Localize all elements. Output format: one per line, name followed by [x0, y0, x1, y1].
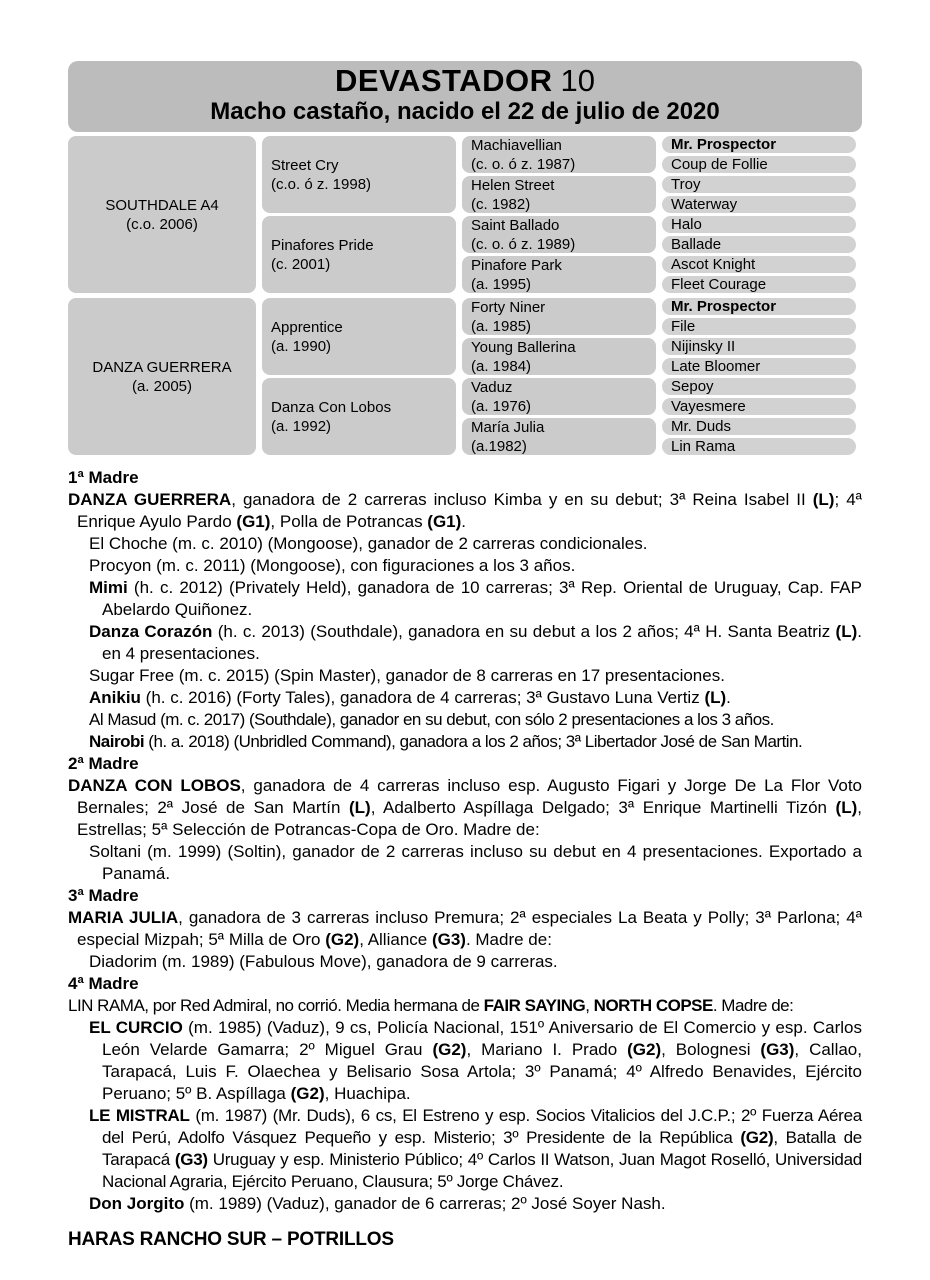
pedigree-gen3-cell — [462, 338, 656, 375]
dam-entry: DANZA GUERRERA, ganadora de 2 carreras incluso Kimba y en su debut; 3ª Reina Isabel II (L); 4ª Enrique Ayulo Pardo (G1), Polla de Potrancas (G1). — [68, 490, 862, 531]
section-heading: 3ª Madre — [68, 886, 139, 905]
section-third-dam — [68, 885, 862, 973]
horse-name: Helen Street — [471, 177, 555, 194]
pedigree-gen4-cell: Waterway — [662, 196, 856, 213]
foal-entry: Mimi (h. c. 2012) (Privately Held), ganadora de 10 carreras; 3ª Rep. Oriental de Uruguay, Cap. FAP Abelardo Quiñonez. — [89, 578, 862, 619]
foal-entry: EL CURCIO (m. 1985) (Vaduz), 9 cs, Policía Nacional, 151º Aniversario de El Comercio y esp. Carlos León Velarde Gamarra; 2º Miguel Grau (G2), Mariano I. Prado (G2), Bolognesi (G3), Callao, Tarapacá, Luis F. Olaechea y Belisario Sosa Artola; 3º Panamá; 4º Alfredo Benavides, Ejército Peruano; 5º B. Aspíllaga (G2), Huachipa. — [89, 1018, 863, 1103]
foal-entry: Al Masud (m. c. 2017) (Southdale), ganador en su debut, con sólo 2 presentaciones a los 3 años. — [89, 710, 774, 729]
pedigree-gen4-cell: Ballade — [662, 236, 856, 253]
horse-name: Pinafores Pride — [271, 236, 374, 254]
horse-year: (a. 1976) — [471, 397, 532, 415]
section-fourth-dam — [68, 973, 862, 1215]
pedigree-gen4-cell: Sepoy — [662, 378, 856, 395]
foal-entry: LE MISTRAL (m. 1987) (Mr. Duds), 6 cs, El Estreno y esp. Socios Vitalicios del J.C.P.; 2º Fuerza Aérea del Perú, Adolfo Vásquez Pequeño y esp. Misterio; 3º Presidente de la República (G2), Batalla de Tarapacá (G3) Uruguay y esp. Ministerio Público; 4º Carlos II Watson, Juan Magot Roselló, Universidad Nacional Agraria, Ejército Peruano, Clausura; 5º Jorge Chávez. — [89, 1106, 863, 1191]
horse-name: Apprentice — [271, 318, 343, 336]
pedigree-gen4-cell: File — [662, 318, 856, 335]
section-heading: 4ª Madre — [68, 974, 139, 993]
horse-name: Street Cry — [271, 156, 339, 174]
pedigree-gen4-cell: Late Bloomer — [662, 358, 856, 375]
section-first-dam — [68, 467, 862, 753]
horse-title — [68, 64, 862, 98]
pedigree-gen4-cell: Mr. Duds — [662, 418, 856, 435]
pedigree-gen3-cell — [462, 176, 656, 213]
pedigree-gen4-cell: Ascot Knight — [662, 256, 856, 273]
pedigree-gen2-cell — [262, 298, 456, 375]
horse-name: Machiavellian — [471, 137, 562, 154]
horse-name: Pinafore Park — [471, 257, 562, 274]
pedigree-sire-half — [68, 136, 862, 293]
pedigree-gen3-cell — [462, 418, 656, 455]
section-heading: 2ª Madre — [68, 754, 139, 773]
horse-name: SOUTHDALE A4 — [105, 196, 219, 214]
pedigree-gen3-cell — [462, 256, 656, 293]
horse-year: (c. 1982) — [471, 195, 531, 213]
pedigree-gen2-cell — [262, 216, 456, 293]
horse-year: (a. 2005) — [131, 377, 193, 395]
pedigree-gen4-cell: Nijinsky II — [662, 338, 856, 355]
pedigree-gen4-cell: Lin Rama — [662, 438, 856, 455]
horse-name: Danza Con Lobos — [271, 398, 392, 416]
pedigree-dam-half — [68, 298, 862, 455]
horse-year: (c. o. ó z. 1987) — [471, 155, 576, 173]
pedigree-gen4-cell: Mr. Prospector — [662, 298, 856, 315]
foal-entry: Danza Corazón (h. c. 2013) (Southdale), ganadora en su debut a los 2 años; 4ª H. Santa Beatriz (L). en 4 presentaciones. — [89, 622, 862, 663]
pedigree-gen4-cell: Vayesmere — [662, 398, 856, 415]
pedigree-gen3-cell — [462, 136, 656, 173]
pedigree-sire-cell — [68, 136, 256, 293]
section-second-dam — [68, 753, 862, 885]
dam-entry: MARIA JULIA, ganadora de 3 carreras incluso Premura; 2ª especiales La Beata y Polly; 3ª Parlona; 4ª especial Mizpah; 5ª Milla de Oro (G2), Alliance (G3). Madre de: — [68, 908, 862, 949]
foal-entry: Nairobi (h. a. 2018) (Unbridled Command), ganadora a los 2 años; 3ª Libertador José de San Martin. — [89, 732, 803, 751]
foal-entry: Procyon (m. c. 2011) (Mongoose), con figuraciones a los 3 años. — [89, 556, 576, 575]
horse-year: (a. 1992) — [271, 417, 332, 435]
pedigree-gen3-cell — [462, 378, 656, 415]
foal-entry: El Choche (m. c. 2010) (Mongoose), ganador de 2 carreras condicionales. — [89, 534, 648, 553]
horse-year: (a. 1995) — [471, 275, 532, 293]
pedigree-gen3-cell — [462, 216, 656, 253]
horse-name: Young Ballerina — [471, 339, 576, 356]
horse-description: Macho castaño, nacido el 22 de julio de 2020 — [210, 98, 720, 125]
lot-number: 10 — [560, 63, 595, 98]
pedigree-dam-cell — [68, 298, 256, 455]
horse-year: (a. 1985) — [471, 317, 532, 335]
horse-year: (c.o. 2006) — [126, 215, 198, 233]
foal-entry: Soltani (m. 1999) (Soltin), ganador de 2 carreras incluso su debut en 4 presentaciones. Exportado a Panamá. — [89, 842, 862, 883]
horse-year: (c. o. ó z. 1989) — [471, 235, 576, 253]
section-heading: 1ª Madre — [68, 468, 139, 487]
horse-year: (a. 1990) — [271, 337, 332, 355]
pedigree-gen4-cell: Fleet Courage — [662, 276, 856, 293]
horse-year: (c. 2001) — [271, 255, 331, 273]
produce-notes — [68, 467, 862, 1215]
foal-entry: Don Jorgito (m. 1989) (Vaduz), ganador de 6 carreras; 2º José Soyer Nash. — [89, 1194, 666, 1213]
horse-name: DANZA GUERRERA — [92, 358, 232, 376]
horse-name: María Julia — [471, 419, 545, 436]
pedigree-gen4-cell: Troy — [662, 176, 856, 193]
foal-entry: Diadorim (m. 1989) (Fabulous Move), ganadora de 9 carreras. — [89, 952, 558, 971]
horse-year: (a. 1984) — [471, 357, 532, 375]
horse-name: Forty Niner — [471, 299, 546, 316]
foal-entry: Sugar Free (m. c. 2015) (Spin Master), ganador de 8 carreras en 17 presentaciones. — [89, 666, 725, 685]
pedigree-gen3-cell — [462, 298, 656, 335]
lot-header — [68, 61, 862, 132]
horse-year: (c.o. ó z. 1998) — [271, 175, 372, 193]
pedigree-gen2-cell — [262, 136, 456, 213]
horse-name: Vaduz — [471, 379, 513, 396]
horse-year: (a.1982) — [471, 437, 527, 455]
pedigree-gen2-cell — [262, 378, 456, 455]
pedigree-gen4-cell: Mr. Prospector — [662, 136, 856, 153]
pedigree-gen4-cell: Coup de Follie — [662, 156, 856, 173]
horse-name-title: DEVASTADOR — [335, 63, 553, 98]
breeder-footer: HARAS RANCHO SUR – POTRILLOS — [68, 1229, 394, 1250]
foal-entry: Anikiu (h. c. 2016) (Forty Tales), ganadora de 4 carreras; 3ª Gustavo Luna Vertiz (L). — [89, 688, 731, 707]
pedigree-gen4-cell: Halo — [662, 216, 856, 233]
dam-entry: DANZA CON LOBOS, ganadora de 4 carreras incluso esp. Augusto Figari y Jorge De La Flor Voto Bernales; 2ª José de San Martín (L), Adalberto Aspíllaga Delgado; 3ª Enrique Martinelli Tizón (L), Estrellas; 5ª Selección de Potrancas-Copa de Oro. Madre de: — [68, 776, 862, 839]
horse-name: Saint Ballado — [471, 217, 560, 234]
dam-entry: LIN RAMA, por Red Admiral, no corrió. Media hermana de FAIR SAYING, NORTH COPSE. Madre de: — [68, 996, 794, 1015]
